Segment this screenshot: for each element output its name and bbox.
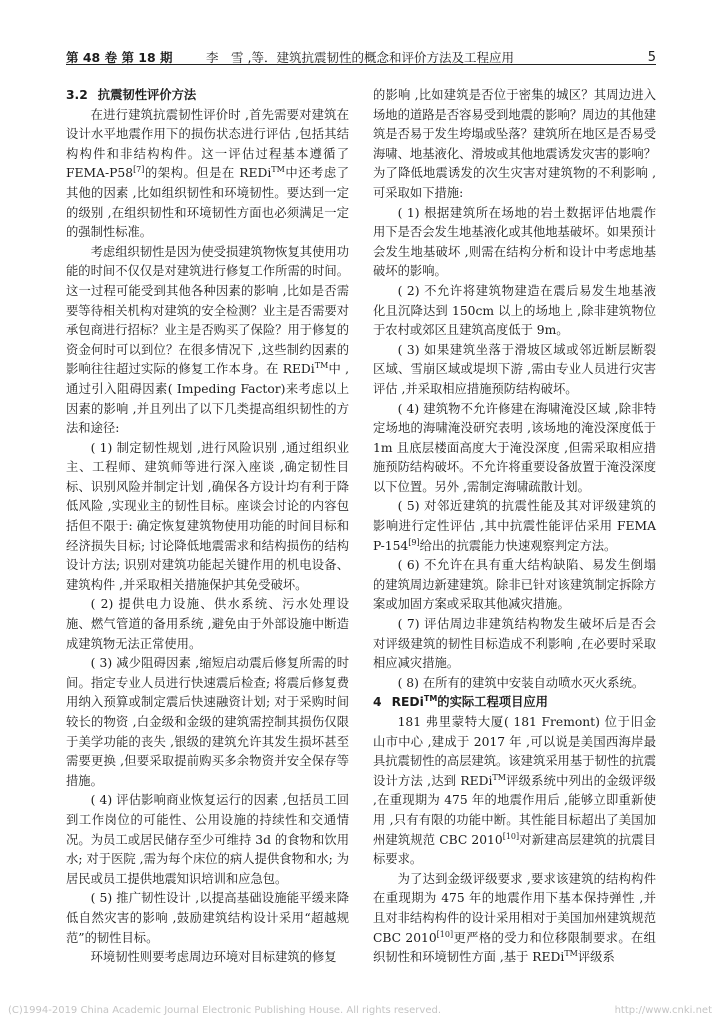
text-run: ( 5) 对邻近建筑的抗震性能及其对评级建筑的影响进行定性评估 ,其中抗震性能评估采用 FEMA P-154 <box>373 499 656 553</box>
section-heading-4 <box>373 693 656 713</box>
list-item: ( 8) 在所有的建筑中安装自动喷水灭火系统。 <box>397 675 645 690</box>
text-run: 的架构。但是在 REDi <box>144 166 272 181</box>
header-rule <box>66 64 656 65</box>
trademark-mark: TM <box>271 165 285 175</box>
copyright-footer <box>8 1005 716 1016</box>
citation: [9] <box>408 537 420 547</box>
text-run: 考虑组织韧性是因为使受损建筑物恢复其使用功能的时间不仅仅是对建筑进行修复工作所需的时间。这一过程可能受到其他各种因素的影响 ,比如是否需要等待相关机构对建筑的安全检测？业主是否需要对承包商进行招标？业主是否购买了保险？用于修复的资金何时可以到位？在很多情况下 ,这些制约因素的影响往往超过实际的修复工作本身。在 REDi <box>66 244 349 377</box>
citation: [10] <box>502 831 520 841</box>
journal-volume-issue: 第 48 卷 第 18 期 <box>66 50 173 65</box>
citation: [10] <box>436 929 454 939</box>
citation: [7] <box>133 165 145 175</box>
trademark-mark: TM <box>492 772 506 782</box>
trademark-mark: TM <box>314 361 329 371</box>
list-item: ( 3) 减少阻碍因素 ,缩短启动震后修复所需的时间。指定专业人员进行快速震后检查; 将震后修复费用纳入预算或制定震后快速融资计划; 对于采购时间较长的物资 ,白金级和金级的建筑需控制其损伤仅限于美学功能的丧失 ,银级的建筑允许其发生损坏甚至需要更换 ,但要采取提前购买多余物资并安全保存等措施。 <box>66 656 349 788</box>
trademark-mark: TM <box>423 694 438 704</box>
list-item: ( 6) 不允许在具有重大结构缺陷、易发生倒塌的建筑周边新建建筑。除非已针对该建筑制定拆除方案或加固方案或采取其他减灾措施。 <box>373 558 656 612</box>
paragraph <box>373 870 656 968</box>
text-run: 对新建高层建筑的抗震目标要求。 <box>373 832 656 867</box>
list-item: ( 7) 评估周边非建筑结构物发生破坏后是否会对评级建筑的韧性目标造成不利影响 ,在必要时采取相应减灾措施。 <box>373 617 656 671</box>
text-run: 在进行建筑抗震韧性评价时 ,首先需要对建筑在设计水平地震作用下的损伤状态进行评估 ,包括其结构构件和非结构构件。这一评估过程基本遵循了 FEMA-P58 <box>66 107 349 181</box>
list-item: ( 5) 推广韧性设计 ,以提高基础设施能平缓来降低自然灾害的影响 ,鼓励建筑结构设计采用“超越规范”的韧性目标。 <box>66 891 349 945</box>
paragraph-continued: 的影响 ,比如建筑是否位于密集的城区？其周边进入场地的道路是否容易受到地震的影响？周边的其他建筑是否易于发生垮塌或坠落？建筑所在地区是否易受海啸、地基液化、滑坡或其他地震诱发灾害的影响？为了降低地震诱发的次生灾害对建筑物的不利影响 ,可采取如下措施: <box>373 88 656 200</box>
text-run: 评级系统中列出的金级评级 ,在重现期为 475 年的地震作用后 ,能够立即重新使用 ,只有有限的功能中断。其性能目标超出了美国加州建筑规范 CBC 2010 <box>373 773 656 847</box>
paragraph <box>66 243 349 439</box>
text-run: 更严格的受力和位移限制要求。在组织韧性和环境韧性方面 ,基于 REDi <box>373 930 656 965</box>
running-header <box>66 40 656 65</box>
copyright-text: (C)1994-2019 China Academic Journal Electronic Publishing House. All rights reserved. <box>8 1005 441 1016</box>
list-item: ( 2) 不允许将建筑物建造在震后易发生地基液化且沉降达到 150cm 以上的场地上 ,除非建筑物位于农村或郊区且建筑高度低于 9m。 <box>373 283 656 338</box>
section-title: REDi <box>391 695 424 710</box>
text-run: 评级系 <box>577 950 615 965</box>
text-run: 给出的抗震能力快速观察判定方法。 <box>419 538 617 553</box>
text-run: 181 弗里蒙特大厦( 181 Fremont) 位于旧金山市中心 ,建成于 2017 年 ,可以说是美国西海岸最具抗震韧性的高层建筑。该建筑采用基于韧性的抗震设计方法 ,达到 REDi <box>373 715 656 788</box>
text-run: 中 ,通过引入阻碍因素( Impeding Factor)来考虑以上因素的影响 ,并且列出了以下几类提高组织韧性的方法和途径: <box>66 362 350 436</box>
section-title-rest: 的实际工程项目应用 <box>437 695 548 710</box>
paragraph: 环境韧性则要考虑周边环境对目标建筑的修复 <box>90 950 337 965</box>
section-heading-3-2 <box>66 86 349 106</box>
footer-url[interactable]: http://www.cnki.net <box>614 1005 712 1016</box>
trademark-mark: TM <box>564 949 578 959</box>
list-item: ( 2) 提供电力设施、供水系统、污水处理设施、燃气管道的备用系统 ,避免由于外部设施中断造成建筑物无法正常使用。 <box>66 597 349 651</box>
list-item: ( 4) 评估影响商业恢复运行的因素 ,包括员工回到工作岗位的可能性、公用设施的持续性和交通情况。为员工或居民储存至少可维持 3d 的食物和饮用水; 对于医院 ,需为每个床位的病人提供食物和水; 为居民或员工提供地震知识培训和应急包。 <box>66 793 349 886</box>
running-title: 李 雪 ,等．建筑抗震韧性的概念和评价方法及工程应用 <box>206 50 514 65</box>
text-run: 为了达到金级评级要求 ,要求该建筑的结构构件在重现期为 475 年的地震作用下基本保持弹性 ,并且对非结构构件的设计采用相对于美国加州建筑规范 CBC 2010 <box>373 871 656 945</box>
left-column <box>66 86 349 968</box>
paragraph <box>373 713 656 870</box>
page-number: 5 <box>647 50 656 65</box>
list-item: ( 1) 根据建筑所在场地的岩土数据评估地震作用下是否会发生地基液化或其他地基破坏。如果预计会发生地基破坏 ,则需在结构分析和设计中考虑地基破坏的影响。 <box>373 205 656 279</box>
text-run: 中还考虑了其他的因素 ,比如组织韧性和环境韧性。要达到一定的级别 ,在组织韧性和环境韧性方面也必须满足一定的强制性标准。 <box>66 166 349 240</box>
section-title: 抗震韧性评价方法 <box>97 88 197 102</box>
list-item <box>373 497 656 556</box>
list-item: ( 3) 如果建筑坐落于滑坡区域或邻近断层断裂区域、雪崩区域或堤坝下游 ,需由专业人员进行灾害评估 ,并采取相应措施预防结构破坏。 <box>373 342 656 396</box>
section-number: 4 <box>373 695 382 710</box>
list-item: ( 1) 制定韧性规划 ,进行风险识别 ,通过组织业主、工程师、建筑师等进行深入座谈 ,确定韧性目标、识别风险并制定计划 ,确保各方设计均有利于降低风险 ,实现业主的韧性目标。座谈会讨论的内容包括但不限于: 确定恢复建筑物使用功能的时间目标和经济损失目标; 讨论降低地震需求和结构损伤的结构设计方法; 识别对建筑功能起关键作用的机电设备、建筑构件 ,并采取相关措施保护其免受破坏。 <box>66 440 349 592</box>
list-item: ( 4) 建筑物不允许修建在海啸淹没区域 ,除非特定场地的海啸淹没研究表明 ,该场地的淹没深度低于 1m 且底层楼面高度大于淹没深度 ,但需采取相应措施预防结构破坏。不允许将重要设备放置于淹没深度以下位置。另外 ,需制定海啸疏散计划。 <box>373 401 656 494</box>
section-number: 3.2 <box>66 88 88 102</box>
right-column <box>373 86 656 968</box>
paragraph <box>66 106 349 243</box>
